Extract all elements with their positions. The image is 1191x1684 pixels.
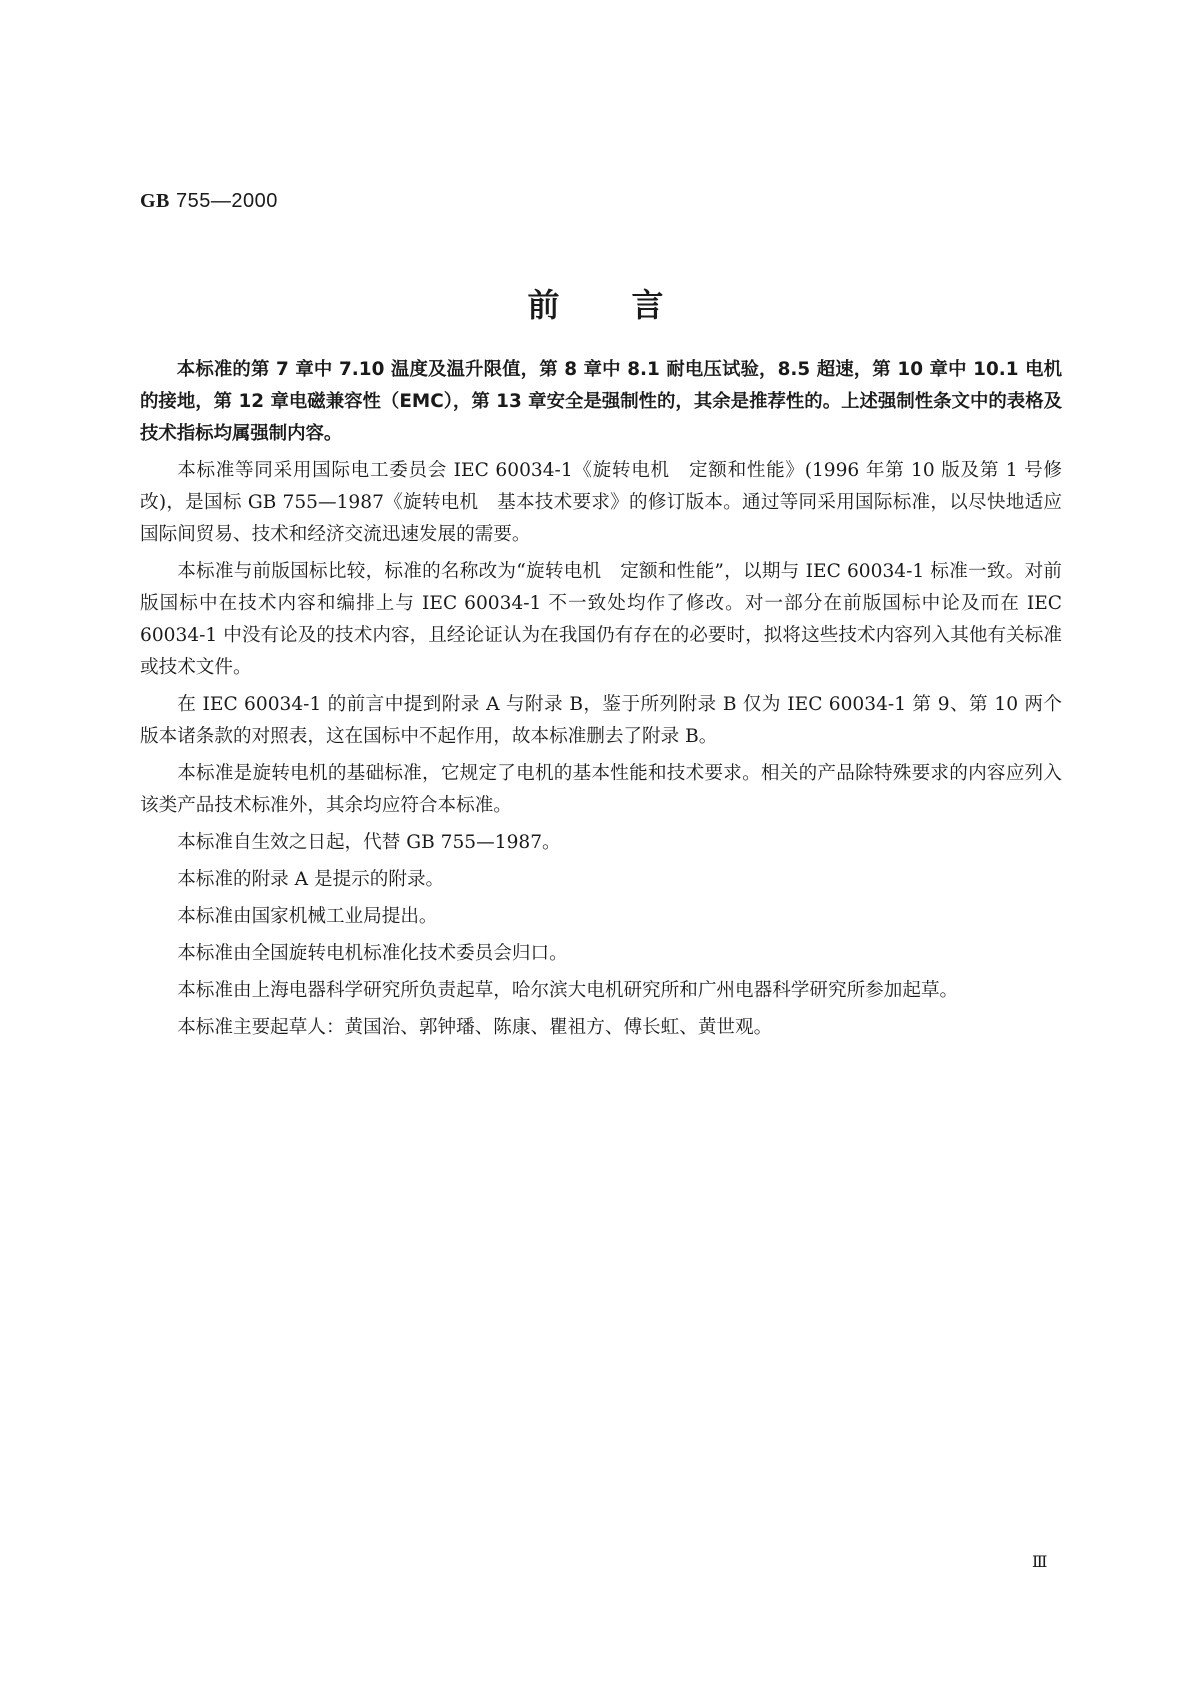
paragraph-comparison: 本标准与前版国标比较，标准的名称改为“旋转电机 定额和性能”，以期与 IEC 60034-1 标准一致。对前版国标中在技术内容和编排上与 IEC 60034-1 不一致处均作了修改。对一部分在前版国标中论及而在 IEC 60034-1 中没有论及的技术内容，且经论证认为在我国仍有存在的必要时，拟将这些技术内容列入其他有关标准或技术文件。 bbox=[140, 561, 1062, 678]
standard-code-number: 755—2000 bbox=[175, 190, 278, 212]
page-number: Ⅲ bbox=[1032, 1552, 1048, 1571]
page-title: 前言 bbox=[527, 286, 736, 324]
paragraph-mandatory-clauses: 本标准的第 7 章中 7.10 温度及温升限值，第 8 章中 8.1 耐电压试验，8.5 超速，第 10 章中 10.1 电机的接地，第 12 章电磁兼容性（EMC），第 13 章安全是强制性的，其余是推荐性的。上述强制性条文中的表格及技术指标均属强制内容。 bbox=[140, 359, 1062, 444]
foreword-body bbox=[140, 354, 1062, 1049]
paragraph-replacement: 本标准自生效之日起，代替 GB 755—1987。 bbox=[177, 832, 561, 853]
paragraph-adoption: 本标准等同采用国际电工委员会 IEC 60034-1《旋转电机 定额和性能》(1996 年第 10 版及第 1 号修改)，是国标 GB 755—1987《旋转电机 基本技术要求》的修订版本。通过等同采用国际标准，以尽快地适应国际间贸易、技术和经济交流迅速发展的需要。 bbox=[140, 460, 1062, 545]
standard-code-prefix: GB bbox=[140, 190, 170, 212]
paragraph-appendices: 在 IEC 60034-1 的前言中提到附录 A 与附录 B，鉴于所列附录 B 仅为 IEC 60034-1 第 9、第 10 两个版本诸条款的对照表，这在国标中不起作用，故本标准删去了附录 B。 bbox=[140, 694, 1062, 747]
paragraph-drafting-org: 本标准由上海电器科学研究所负责起草，哈尔滨大电机研究所和广州电器科学研究所参加起草。 bbox=[177, 980, 959, 1001]
paragraph-committee: 本标准由全国旋转电机标准化技术委员会归口。 bbox=[177, 943, 568, 964]
standard-code bbox=[140, 190, 278, 213]
paragraph-drafters: 本标准主要起草人：黄国治、郭钟璠、陈康、瞿祖方、傅长虹、黄世观。 bbox=[177, 1017, 773, 1038]
paragraph-proposer: 本标准由国家机械工业局提出。 bbox=[177, 906, 438, 927]
paragraph-scope: 本标准是旋转电机的基础标准，它规定了电机的基本性能和技术要求。相关的产品除特殊要求的内容应列入该类产品技术标准外，其余均应符合本标准。 bbox=[140, 763, 1062, 816]
paragraph-appendix-a: 本标准的附录 A 是提示的附录。 bbox=[177, 869, 445, 890]
